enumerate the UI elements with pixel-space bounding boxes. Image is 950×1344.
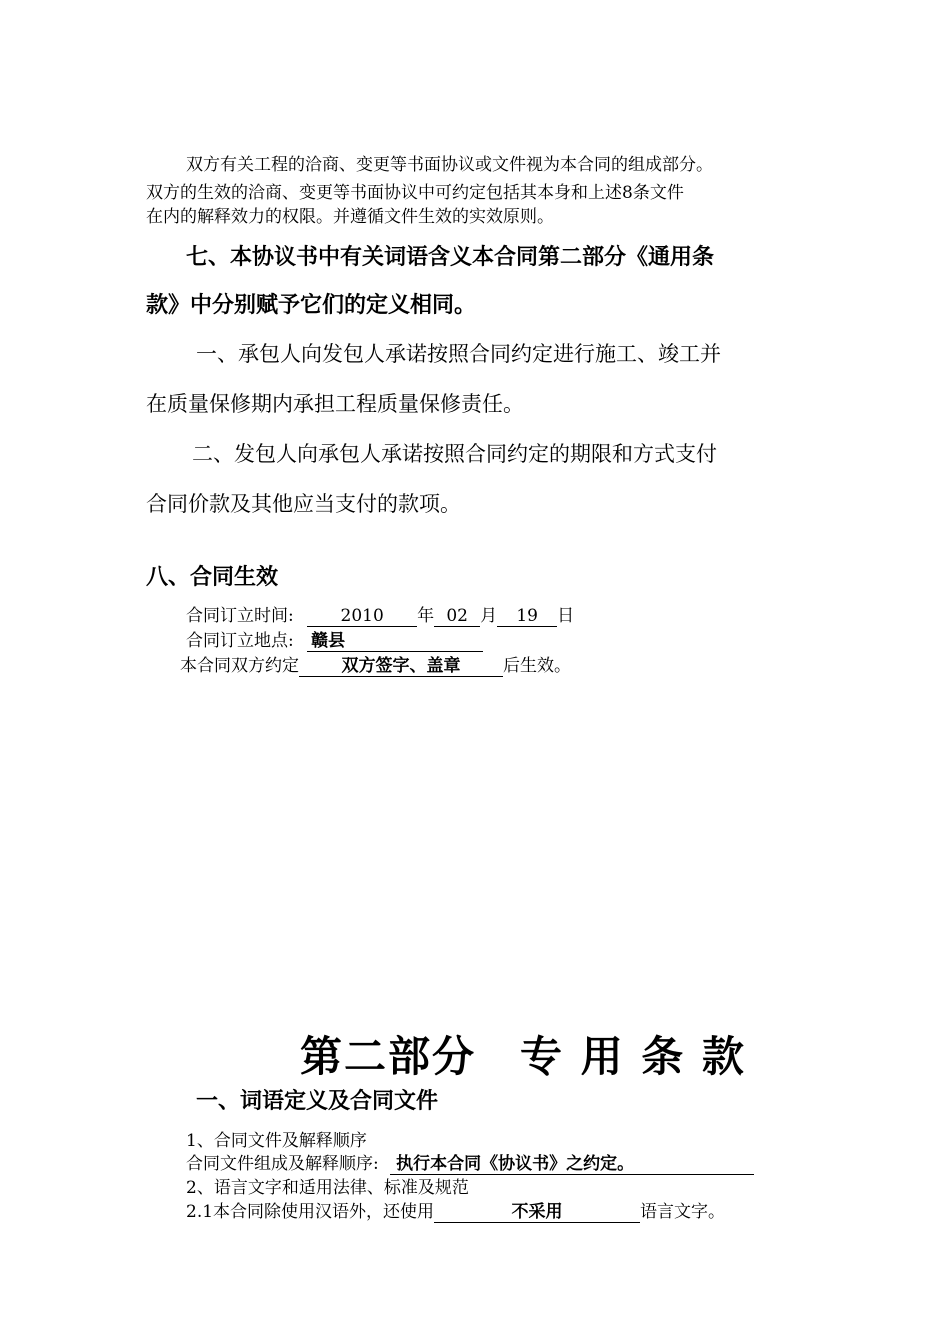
signing-year: 2010 xyxy=(307,607,417,627)
month-unit: 月 xyxy=(480,606,498,626)
part-2-title: 第二部分 专 用 条 款 xyxy=(300,1032,746,1081)
item-2-1-suffix: 语言文字。 xyxy=(640,1202,726,1222)
effect-value: 双方签字、盖章 xyxy=(299,657,503,677)
item-1-value: 执行本合同《协议书》之约定。 xyxy=(390,1155,754,1175)
item-1-row xyxy=(186,1149,754,1175)
intro-line-1: 双方有关工程的洽商、变更等书面协议或文件视为本合同的组成部分。 xyxy=(186,155,713,175)
year-unit: 年 xyxy=(417,606,435,626)
item-2-1-row xyxy=(186,1197,725,1223)
item-1-label: 合同文件组成及解释顺序: xyxy=(186,1154,379,1174)
effect-row xyxy=(180,651,571,677)
signing-place-row xyxy=(186,626,483,652)
section-7-para-1-line-1: 一、承包人向发包人承诺按照合同约定进行施工、竣工并 xyxy=(196,342,721,366)
item-2-title: 2、语言文字和适用法律、标准及规范 xyxy=(186,1178,469,1198)
item-2-1-value: 不采用 xyxy=(434,1203,640,1223)
effect-prefix: 本合同双方约定 xyxy=(180,656,299,676)
part-2-section-1-title: 一、词语定义及合同文件 xyxy=(196,1089,439,1114)
signing-place-label: 合同订立地点: xyxy=(186,631,294,651)
signing-month: 02 xyxy=(434,607,480,627)
intro-line-2: 双方的生效的洽商、变更等书面协议中可约定包括其本身和上述8条文件 xyxy=(146,183,684,203)
section-8-title: 八、合同生效 xyxy=(146,565,279,590)
section-7-para-1-line-2: 在质量保修期内承担工程质量保修责任。 xyxy=(146,392,524,416)
signing-day: 19 xyxy=(497,607,557,627)
effect-suffix: 后生效。 xyxy=(503,656,571,676)
section-7-para-2-line-1: 二、发包人向承包人承诺按照合同约定的期限和方式支付 xyxy=(192,442,717,466)
day-unit: 日 xyxy=(557,606,575,626)
item-2-1-prefix: 2.1本合同除使用汉语外，还使用 xyxy=(186,1202,435,1222)
signing-date-label: 合同订立时间: xyxy=(186,606,294,626)
signing-date-row xyxy=(186,601,574,627)
section-7-title-line-2: 款》中分别赋予它们的定义相同。 xyxy=(146,293,477,318)
section-7-title-line-1: 七、本协议书中有关词语含义本合同第二部分《通用条 xyxy=(186,245,715,270)
signing-place: 赣县 xyxy=(307,632,483,652)
intro-line-3: 在内的解释效力的权限。并遵循文件生效的实效原则。 xyxy=(146,207,554,227)
item-1-title: 1、合同文件及解释顺序 xyxy=(186,1131,367,1151)
section-7-para-2-line-2: 合同价款及其他应当支付的款项。 xyxy=(146,492,461,516)
